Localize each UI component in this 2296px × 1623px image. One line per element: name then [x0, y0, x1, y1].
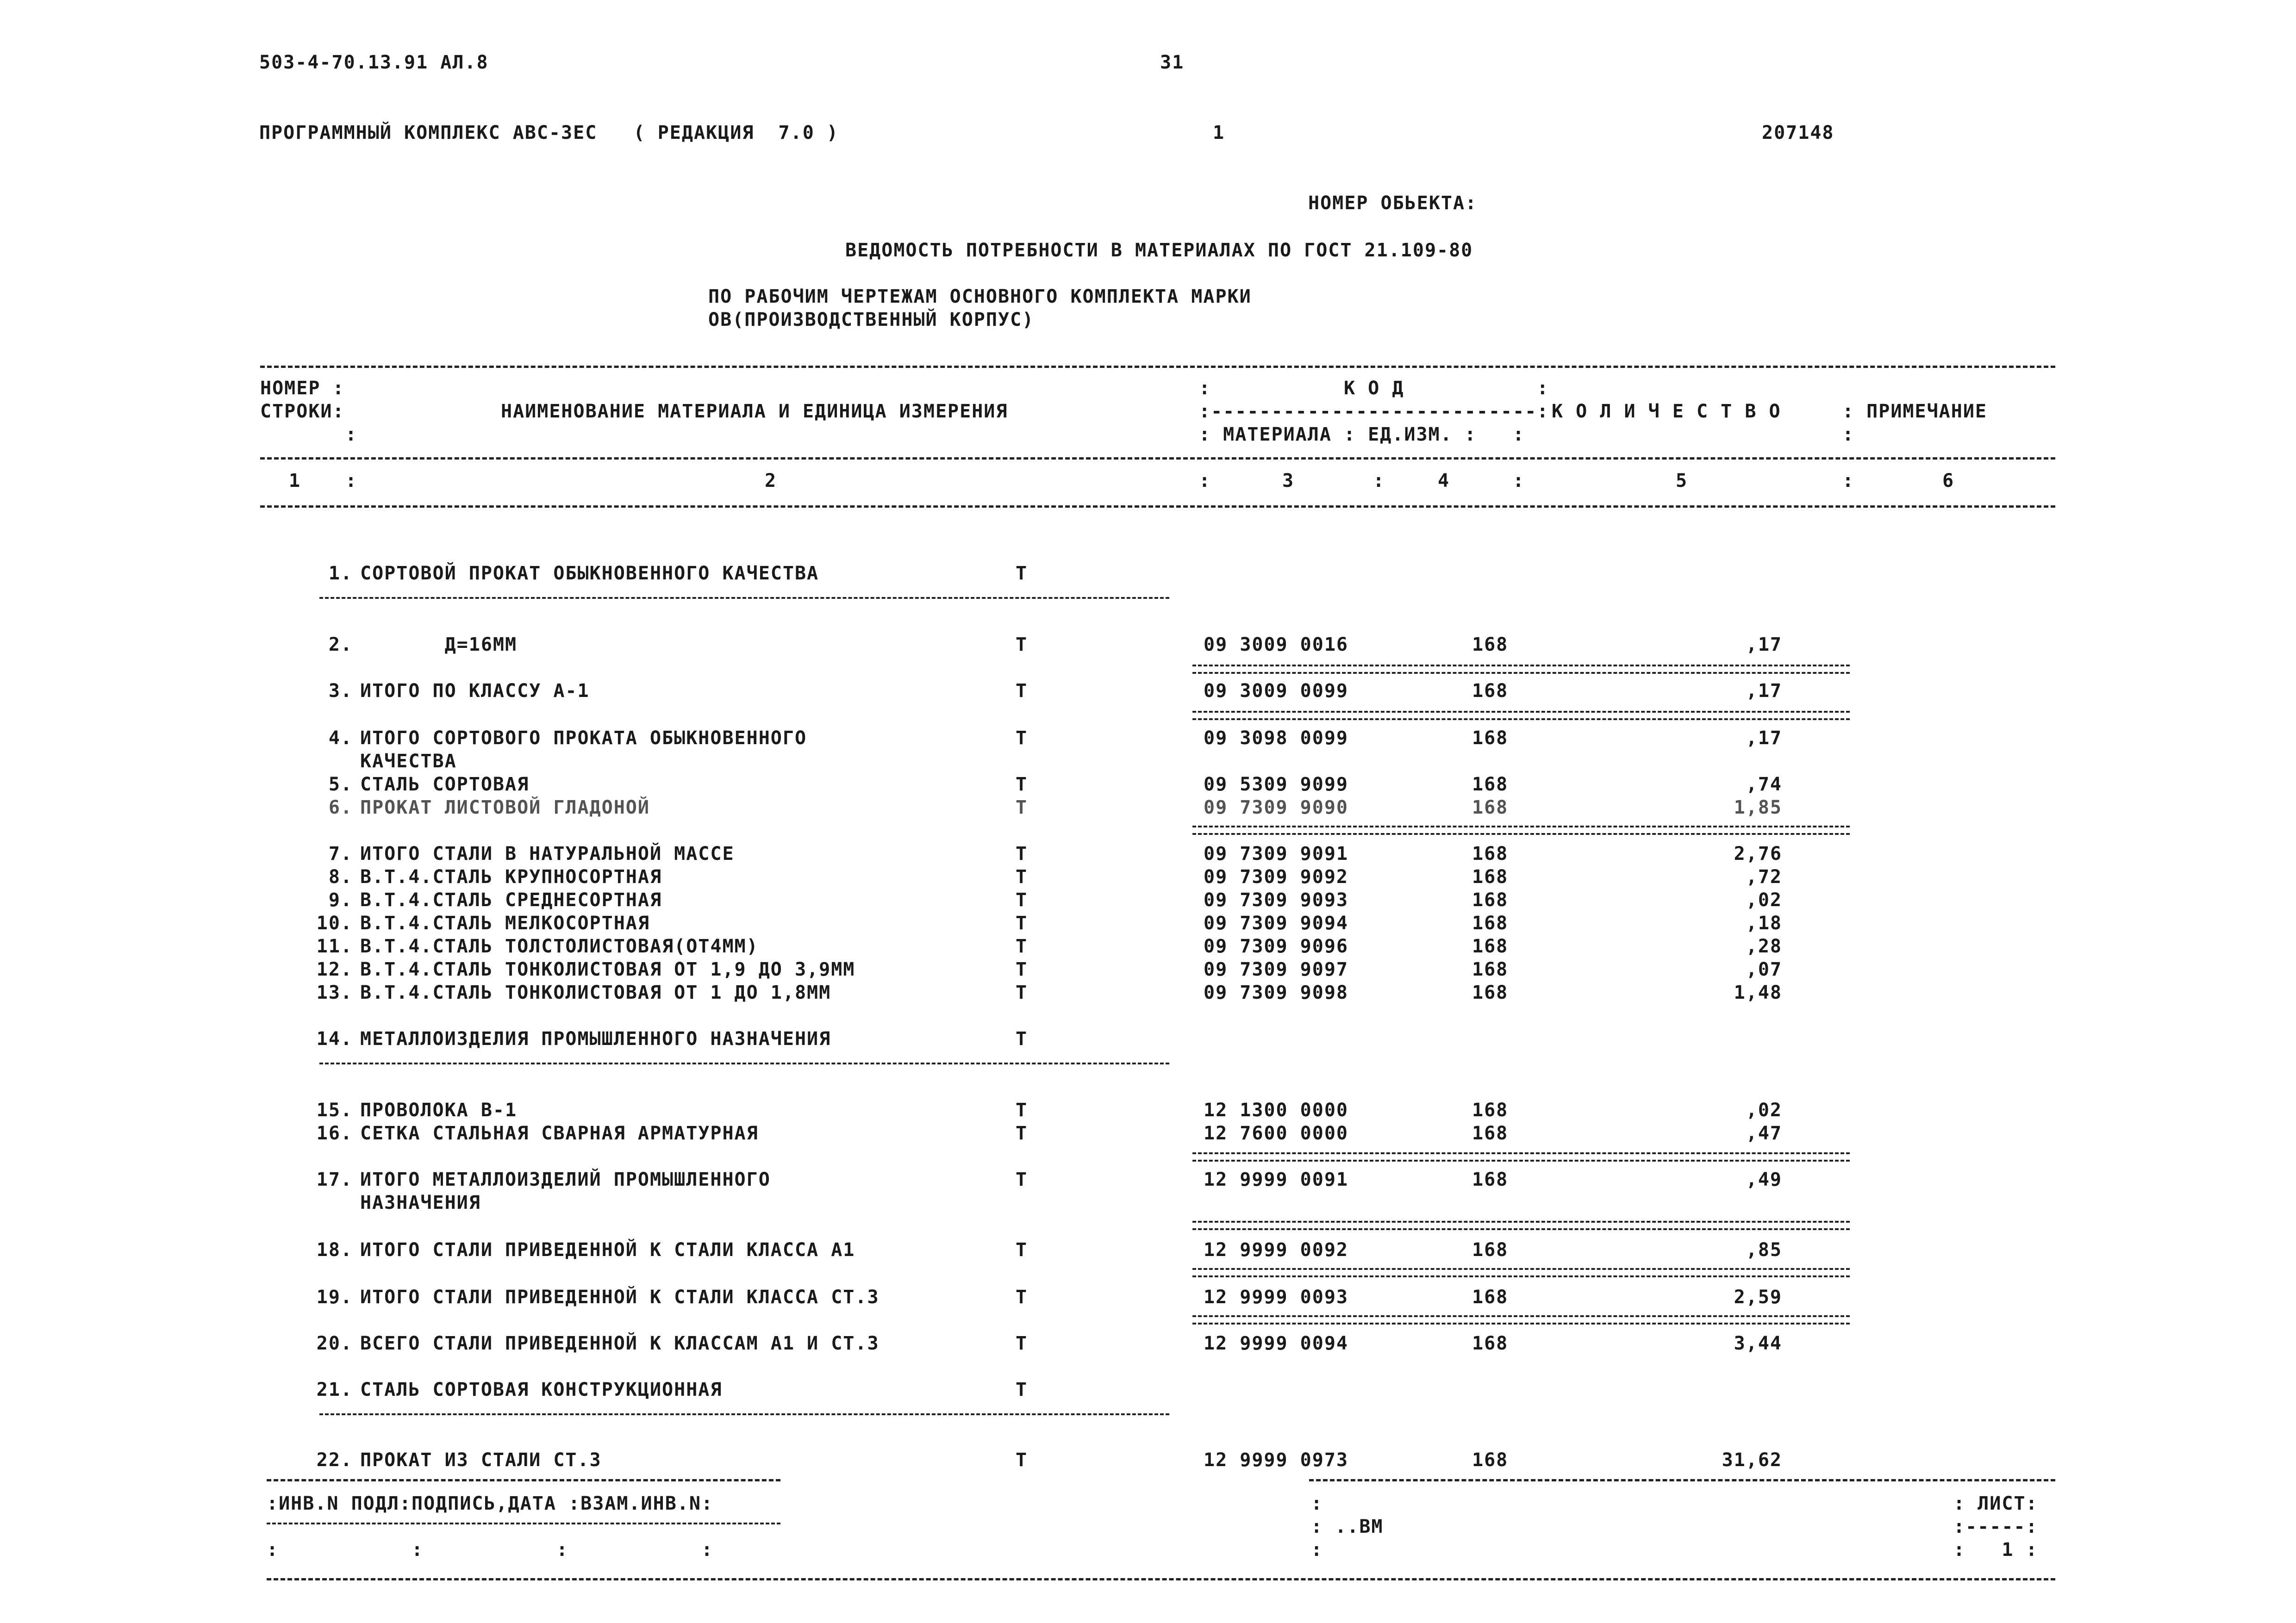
stamp-rule-top	[267, 1479, 780, 1481]
row-unit: Т	[1016, 889, 1028, 911]
header-note: : ПРИМЕЧАНИЕ	[1842, 401, 1987, 422]
stamp-cells: : : : :	[267, 1539, 714, 1561]
header-row-no-1: НОМЕР :	[260, 378, 345, 399]
row-material-code: 09 5309 9099	[1204, 774, 1348, 795]
subtitle-line-1: ПО РАБОЧИМ ЧЕРТЕЖАМ ОСНОВНОГО КОМПЛЕКТА МАРКИ	[708, 286, 1252, 307]
row-unit-code: 168	[1472, 797, 1509, 818]
row-unit: Т	[1016, 1100, 1028, 1121]
row-unit: Т	[1016, 1169, 1028, 1190]
row-material-name: ИТОГО СОРТОВОГО ПРОКАТА ОБЫКНОВЕННОГО	[360, 728, 807, 749]
row-unit-code: 168	[1472, 1333, 1509, 1354]
col-number-3: 3	[1282, 470, 1295, 491]
sheet-label: : ЛИСТ:	[1953, 1493, 2038, 1514]
page-number: 31	[1160, 52, 1185, 73]
header-code-1: : К О Д :	[1199, 378, 1549, 399]
col-sep-3: :	[1199, 470, 1211, 491]
row-number: 20.	[316, 1333, 353, 1354]
header-quantity-sep: :	[1513, 424, 1525, 445]
row-quantity: ,17	[1746, 680, 1782, 702]
row-quantity: ,28	[1746, 936, 1782, 957]
row-material-name: ПРОКАТ ЛИСТОВОЙ ГЛАДОНОЙ	[360, 797, 650, 818]
row-quantity: ,17	[1746, 728, 1782, 749]
col-number-6: 6	[1942, 470, 1955, 491]
row-unit-code: 168	[1472, 728, 1509, 749]
row-number: 3.	[328, 680, 353, 702]
col-number-2: 2	[765, 470, 777, 491]
row-quantity: 31,62	[1722, 1449, 1782, 1471]
row-unit: Т	[1016, 1028, 1028, 1050]
row-material-name: ВСЕГО СТАЛИ ПРИВЕДЕННОЙ К КЛАССАМ А1 И СТ.3	[360, 1333, 880, 1354]
footer-rule-top-right	[1309, 1479, 2055, 1481]
total-double-rule	[1192, 1268, 1850, 1277]
row-number: 1.	[328, 563, 353, 584]
row-material-code: 09 7309 9093	[1204, 889, 1348, 911]
header-code-2: :---------------------------:	[1199, 401, 1549, 422]
row-quantity: ,02	[1746, 1100, 1782, 1121]
row-unit: Т	[1016, 866, 1028, 888]
row-quantity: ,72	[1746, 866, 1782, 888]
row-number: 7.	[328, 843, 353, 864]
row-unit-code: 168	[1472, 866, 1509, 888]
total-double-rule	[1192, 1315, 1850, 1325]
row-material-name: СТАЛЬ СОРТОВАЯ КОНСТРУКЦИОННАЯ	[360, 1379, 723, 1400]
row-material-name: МЕТАЛЛОИЗДЕЛИЯ ПРОМЫШЛЕННОГО НАЗНАЧЕНИЯ	[360, 1028, 831, 1050]
total-double-rule	[1192, 711, 1850, 720]
subtitle-line-2: ОВ(ПРОИЗВОДСТВЕННЫЙ КОРПУС)	[708, 309, 1035, 330]
sheet-separator: :-----:	[1953, 1516, 2038, 1537]
row-material-code: 12 7600 0000	[1204, 1123, 1348, 1144]
row-material-code: 09 3009 0016	[1204, 634, 1348, 655]
col-sep-5: :	[1513, 470, 1525, 491]
row-unit: Т	[1016, 1123, 1028, 1144]
row-material-name: В.Т.4.СТАЛЬ СРЕДНЕСОРТНАЯ	[360, 889, 662, 911]
stamp-rule-mid	[267, 1523, 780, 1524]
row-unit-code: 168	[1472, 1169, 1509, 1190]
row-unit: Т	[1016, 797, 1028, 818]
row-quantity: ,49	[1746, 1169, 1782, 1190]
footer-mark: : ..ВМ	[1311, 1516, 1384, 1537]
row-material-name: В.Т.4.СТАЛЬ ТОНКОЛИСТОВАЯ ОТ 1,9 ДО 3,9ММ	[360, 959, 855, 980]
header-note-sep: :	[1842, 424, 1855, 445]
row-material-code: 12 9999 0092	[1204, 1239, 1348, 1261]
row-quantity: ,02	[1746, 889, 1782, 911]
row-material-name: Д=16ММ	[360, 634, 518, 655]
row-number: 9.	[328, 889, 353, 911]
row-material-name: ИТОГО ПО КЛАССУ А-1	[360, 680, 590, 702]
header-code-3: : МАТЕРИАЛА : ЕД.ИЗМ. :	[1199, 424, 1477, 445]
row-material-code: 09 7309 9094	[1204, 913, 1348, 934]
row-number: 22.	[316, 1449, 353, 1471]
row-material-name: ИТОГО СТАЛИ ПРИВЕДЕННОЙ К СТАЛИ КЛАССА А1	[360, 1239, 855, 1261]
row-material-name: ПРОКАТ ИЗ СТАЛИ СТ.3	[360, 1449, 602, 1471]
total-double-rule	[1192, 1221, 1850, 1230]
row-quantity: 2,76	[1734, 843, 1782, 864]
col-number-1: 1	[289, 470, 301, 491]
total-double-rule	[1192, 826, 1850, 835]
row-unit: Т	[1016, 982, 1028, 1003]
row-number: 12.	[316, 959, 353, 980]
footer-rule-bottom	[267, 1578, 2055, 1580]
row-unit: Т	[1016, 936, 1028, 957]
row-quantity: 3,44	[1734, 1333, 1782, 1354]
col-sep-6: :	[1842, 470, 1855, 491]
program-name: ПРОГРАММНЫЙ КОМПЛЕКС АВС-3ЕС ( РЕДАКЦИЯ 7.0 )	[259, 122, 839, 143]
header-material-name: НАИМЕНОВАНИЕ МАТЕРИАЛА И ЕДИНИЦА ИЗМЕРЕНИЯ	[501, 401, 1008, 422]
row-quantity: 2,59	[1734, 1287, 1782, 1308]
row-number: 2.	[328, 634, 353, 655]
doc-id: 207148	[1762, 122, 1834, 143]
row-material-code: 09 7309 9097	[1204, 959, 1348, 980]
row-number: 8.	[328, 866, 353, 888]
row-quantity: ,17	[1746, 634, 1782, 655]
row-unit-code: 168	[1472, 1100, 1509, 1121]
sheet-num: 1	[1213, 122, 1225, 143]
row-number: 18.	[316, 1239, 353, 1261]
row-unit-code: 168	[1472, 680, 1509, 702]
row-number: 6.	[328, 797, 353, 818]
row-unit: Т	[1016, 774, 1028, 795]
header-rule-mid	[260, 457, 2055, 460]
header-rule-bottom	[260, 505, 2055, 508]
row-unit-code: 168	[1472, 1123, 1509, 1144]
header-row-no-2: СТРОКИ:	[260, 401, 345, 422]
row-number: 14.	[316, 1028, 353, 1050]
row-material-name: ИТОГО СТАЛИ ПРИВЕДЕННОЙ К СТАЛИ КЛАССА СТ.3	[360, 1287, 880, 1308]
row-unit-code: 168	[1472, 889, 1509, 911]
row-quantity: ,47	[1746, 1123, 1782, 1144]
row-material-code: 12 9999 0091	[1204, 1169, 1348, 1190]
row-material-code: 12 9999 0094	[1204, 1333, 1348, 1354]
footer-colon: :	[1311, 1493, 1323, 1514]
row-unit-code: 168	[1472, 843, 1509, 864]
row-material-name-cont: НАЗНАЧЕНИЯ	[360, 1192, 481, 1213]
row-quantity: ,18	[1746, 913, 1782, 934]
col-number-4: 4	[1438, 470, 1450, 491]
header-quantity: К О Л И Ч Е С Т В О	[1552, 401, 1781, 422]
row-unit: Т	[1016, 1287, 1028, 1308]
row-material-name: В.Т.4.СТАЛЬ МЕЛКОСОРТНАЯ	[360, 913, 650, 934]
total-double-rule	[1192, 665, 1850, 674]
row-material-name: СЕТКА СТАЛЬНАЯ СВАРНАЯ АРМАТУРНАЯ	[360, 1123, 759, 1144]
row-material-code: 12 1300 0000	[1204, 1100, 1348, 1121]
col-sep-1: :	[345, 470, 358, 491]
row-material-name: В.Т.4.СТАЛЬ КРУПНОСОРТНАЯ	[360, 866, 662, 888]
stamp-header: :ИНВ.N ПОДЛ:ПОДПИСЬ,ДАТА :ВЗАМ.ИНВ.N:	[267, 1493, 714, 1514]
row-material-name: СОРТОВОЙ ПРОКАТ ОБЫКНОВЕННОГО КАЧЕСТВА	[360, 563, 819, 584]
section-underline	[319, 1413, 1169, 1415]
row-number: 4.	[328, 728, 353, 749]
row-quantity: 1,48	[1734, 982, 1782, 1003]
row-material-name-cont: КАЧЕСТВА	[360, 751, 457, 772]
row-material-code: 09 7309 9092	[1204, 866, 1348, 888]
row-unit: Т	[1016, 1239, 1028, 1261]
row-unit-code: 168	[1472, 982, 1509, 1003]
row-unit: Т	[1016, 563, 1028, 584]
object-number-label: НОМЕР ОБЬЕКТА:	[1308, 193, 1478, 214]
row-quantity: ,07	[1746, 959, 1782, 980]
row-number: 5.	[328, 774, 353, 795]
header-row-no-3: :	[345, 424, 358, 445]
row-unit-code: 168	[1472, 959, 1509, 980]
row-material-code: 12 9999 0093	[1204, 1287, 1348, 1308]
section-underline	[319, 597, 1169, 599]
row-material-name: ПРОВОЛОКА В-1	[360, 1100, 518, 1121]
col-sep-4: :	[1373, 470, 1385, 491]
row-material-code: 09 7309 9091	[1204, 843, 1348, 864]
sheet-value: : 1 :	[1953, 1539, 2038, 1561]
row-unit: Т	[1016, 913, 1028, 934]
row-unit-code: 168	[1472, 913, 1509, 934]
doc-code: 503-4-70.13.91 АЛ.8	[259, 52, 489, 73]
row-unit: Т	[1016, 680, 1028, 702]
row-unit-code: 168	[1472, 774, 1509, 795]
row-material-name: В.Т.4.СТАЛЬ ТОНКОЛИСТОВАЯ ОТ 1 ДО 1,8ММ	[360, 982, 831, 1003]
row-material-name: ИТОГО МЕТАЛЛОИЗДЕЛИЙ ПРОМЫШЛЕННОГО	[360, 1169, 771, 1190]
row-material-code: 09 7309 9090	[1204, 797, 1348, 818]
row-number: 10.	[316, 913, 353, 934]
row-unit: Т	[1016, 728, 1028, 749]
row-unit: Т	[1016, 1449, 1028, 1471]
row-material-name: В.Т.4.СТАЛЬ ТОЛСТОЛИСТОВАЯ(ОТ4ММ)	[360, 936, 759, 957]
row-unit: Т	[1016, 634, 1028, 655]
row-number: 21.	[316, 1379, 353, 1400]
footer-colon: :	[1311, 1539, 1323, 1561]
statement-title: ВЕДОМОСТЬ ПОТРЕБНОСТИ В МАТЕРИАЛАХ ПО ГОСТ 21.109-80	[845, 240, 1473, 261]
row-material-code: 09 7309 9096	[1204, 936, 1348, 957]
row-unit: Т	[1016, 1379, 1028, 1400]
row-unit: Т	[1016, 1333, 1028, 1354]
row-unit: Т	[1016, 843, 1028, 864]
row-material-code: 09 3098 0099	[1204, 728, 1348, 749]
row-unit-code: 168	[1472, 936, 1509, 957]
row-material-name: ИТОГО СТАЛИ В НАТУРАЛЬНОЙ МАССЕ	[360, 843, 735, 864]
row-number: 13.	[316, 982, 353, 1003]
row-number: 15.	[316, 1100, 353, 1121]
row-number: 16.	[316, 1123, 353, 1144]
header-rule-top	[260, 366, 2055, 368]
row-quantity: 1,85	[1734, 797, 1782, 818]
row-unit-code: 168	[1472, 634, 1509, 655]
row-material-code: 09 3009 0099	[1204, 680, 1348, 702]
row-number: 11.	[316, 936, 353, 957]
total-double-rule	[1192, 1152, 1850, 1162]
row-unit-code: 168	[1472, 1449, 1509, 1471]
col-number-5: 5	[1676, 470, 1688, 491]
row-unit-code: 168	[1472, 1239, 1509, 1261]
row-number: 17.	[316, 1169, 353, 1190]
row-quantity: ,74	[1746, 774, 1782, 795]
row-quantity: ,85	[1746, 1239, 1782, 1261]
row-material-code: 12 9999 0973	[1204, 1449, 1348, 1471]
row-unit-code: 168	[1472, 1287, 1509, 1308]
row-number: 19.	[316, 1287, 353, 1308]
row-unit: Т	[1016, 959, 1028, 980]
section-underline	[319, 1063, 1169, 1064]
row-material-name: СТАЛЬ СОРТОВАЯ	[360, 774, 530, 795]
row-material-code: 09 7309 9098	[1204, 982, 1348, 1003]
